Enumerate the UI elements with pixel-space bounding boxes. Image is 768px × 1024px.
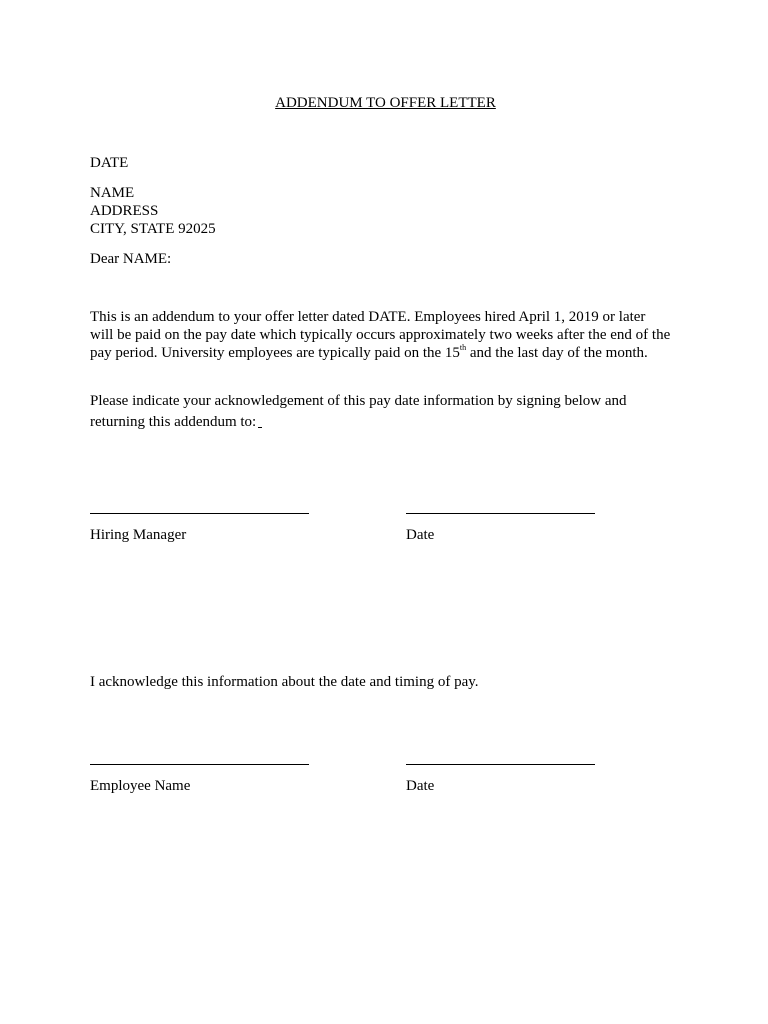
recipient-city-state-zip: CITY, STATE 92025 [90,221,216,237]
paragraph-text: and the last day of the month. [466,345,648,361]
hiring-manager-label: Hiring Manager [90,527,187,543]
paragraph-line: This is an addendum to your offer letter dated DATE. Employees hired April 1, 2019 or later [90,309,646,325]
return-to-blank-field[interactable] [258,413,262,428]
hiring-manager-date-line[interactable] [406,513,595,514]
acknowledgement-statement: I acknowledge this information about the date and timing of pay. [90,674,479,690]
employee-date-label: Date [406,778,435,794]
recipient-name: NAME [90,185,135,201]
employee-signature-line[interactable] [90,764,309,765]
salutation: Dear NAME: [90,251,172,267]
paragraph-line [90,412,690,433]
document-title: ADDENDUM TO OFFER LETTER [275,95,496,111]
ordinal-suffix: th [459,343,467,352]
employee-date-line[interactable] [406,764,595,765]
recipient-address: ADDRESS [90,203,159,219]
paragraph-text: pay period. University employees are typically paid on the 15 [90,345,460,361]
employee-name-label: Employee Name [90,778,191,794]
addendum-paragraph [90,308,690,362]
paragraph-line [90,344,690,362]
hiring-manager-date-label: Date [406,527,435,543]
paragraph-line: will be paid on the pay date which typically occurs approximately two weeks after the end of the [90,327,671,343]
hiring-manager-signature-line[interactable] [90,513,309,514]
paragraph-text: returning this addendum to: [90,414,257,430]
paragraph-line: Please indicate your acknowledgement of this pay date information by signing below and [90,393,627,409]
instruction-paragraph [90,391,690,433]
date-field: DATE [90,155,129,171]
